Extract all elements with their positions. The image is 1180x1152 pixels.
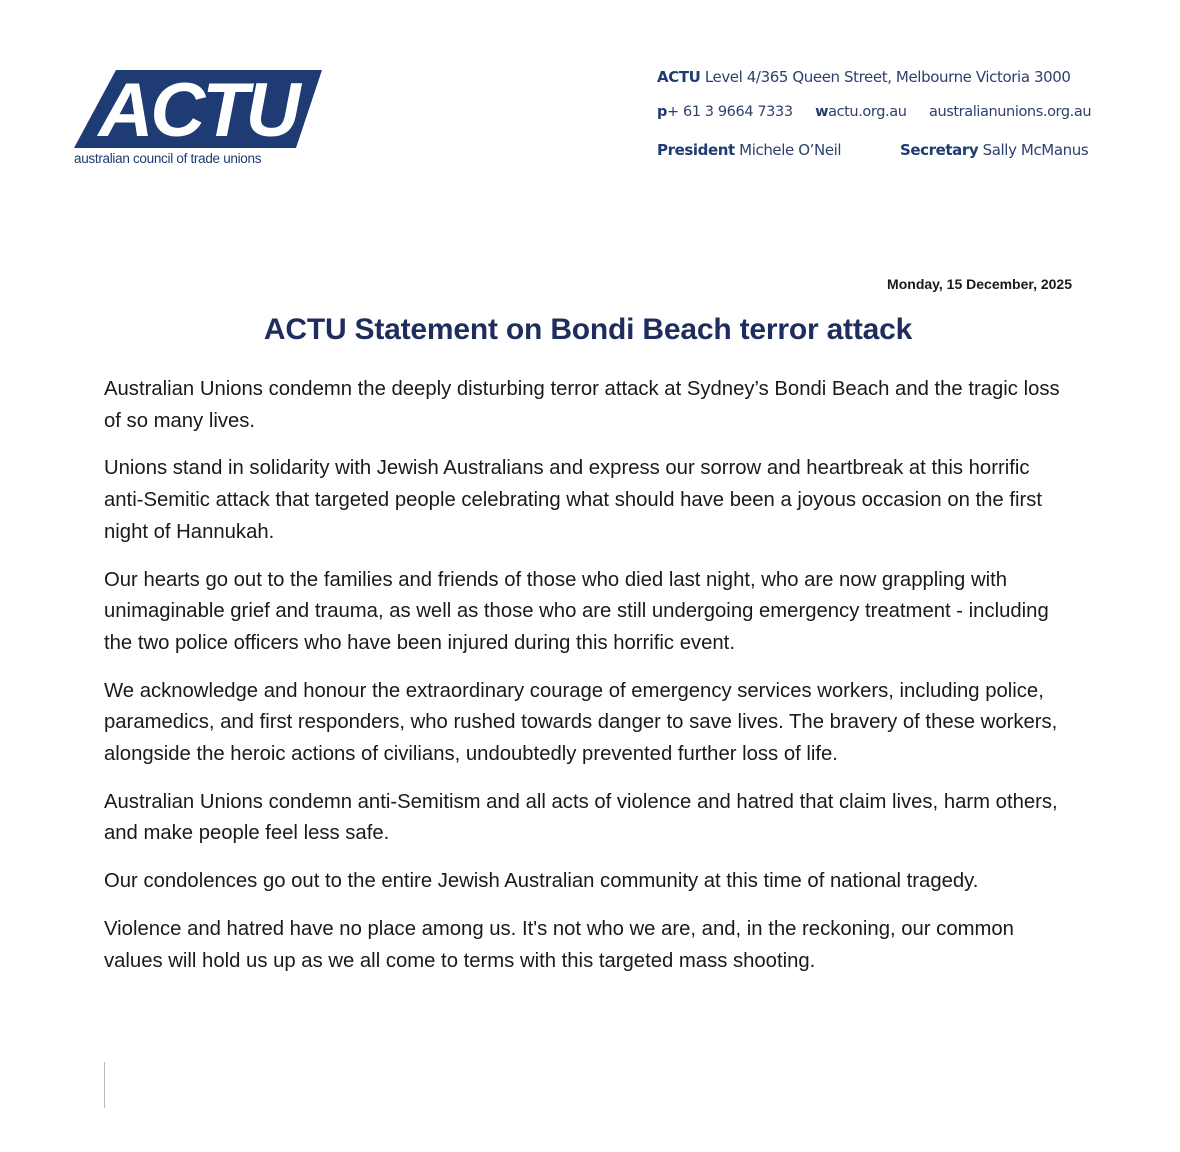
phone-prefix: p [657, 104, 667, 120]
statement-date: Monday, 15 December, 2025 [887, 276, 1072, 292]
statement-title: ACTU Statement on Bondi Beach terror attack [263, 313, 913, 346]
president-label: President [657, 141, 735, 159]
logo-tagline: australian council of trade unions [74, 151, 262, 166]
paragraph: Australian Unions condemn anti-Semitism and all acts of violence and hatred that claim lives, harm others, and make people feel less safe. [104, 790, 1058, 845]
actu-logo [72, 68, 324, 172]
officers-line [657, 141, 1088, 159]
phone-number: + 61 3 9664 7333 [666, 104, 793, 120]
secretary-name: Sally McManus [982, 141, 1089, 159]
website-link-australianunions[interactable]: australianunions.org.au [928, 104, 1092, 120]
paragraph: Our hearts go out to the families and friends of those who died last night, who are now grappling with unimaginable grief and trauma, as well as those who are still undergoing emergency treatment - including the two police officers who have been injured during this horrific event. [104, 568, 1049, 654]
web-prefix: w [815, 104, 829, 120]
actu-logo-mark [72, 68, 324, 150]
paragraph: Unions stand in solidarity with Jewish Australians and express our sorrow and heartbreak at this horrific anti-Semitic attack that targeted people celebrating what should have been a joyous occasion on the first night of Hannukah. [104, 457, 1043, 543]
contact-line [657, 104, 1091, 120]
address-text: Level 4/365 Queen Street, Melbourne Victoria 3000 [704, 68, 1071, 86]
paragraph: We acknowledge and honour the extraordinary courage of emergency services workers, including police, paramedics, and first responders, who rushed towards danger to save lives. The bravery of these workers, alongside the heroic actions of civilians, undoubtedly prevented further loss of life. [104, 679, 1058, 766]
org-label: ACTU [657, 68, 701, 86]
logo-wordmark: ACTU [98, 68, 298, 150]
website-link-actu[interactable]: actu.org.au [828, 104, 907, 120]
paragraph: Violence and hatred have no place among us. It's not who we are, and, in the reckoning, our common values will hold us up as we all come to terms with this targeted mass shooting. [104, 917, 1014, 972]
paragraph: Our condolences go out to the entire Jewish Australian community at this time of national tragedy. [104, 870, 979, 893]
address-line [657, 68, 1071, 86]
text-cursor-mark [104, 1062, 105, 1108]
paragraph: Australian Unions condemn the deeply disturbing terror attack at Sydney’s Bondi Beach and the tragic loss of so many lives. [104, 378, 1060, 432]
statement-body [104, 374, 1074, 993]
secretary-label: Secretary [899, 141, 979, 159]
president-name: Michele O’Neil [739, 141, 842, 159]
